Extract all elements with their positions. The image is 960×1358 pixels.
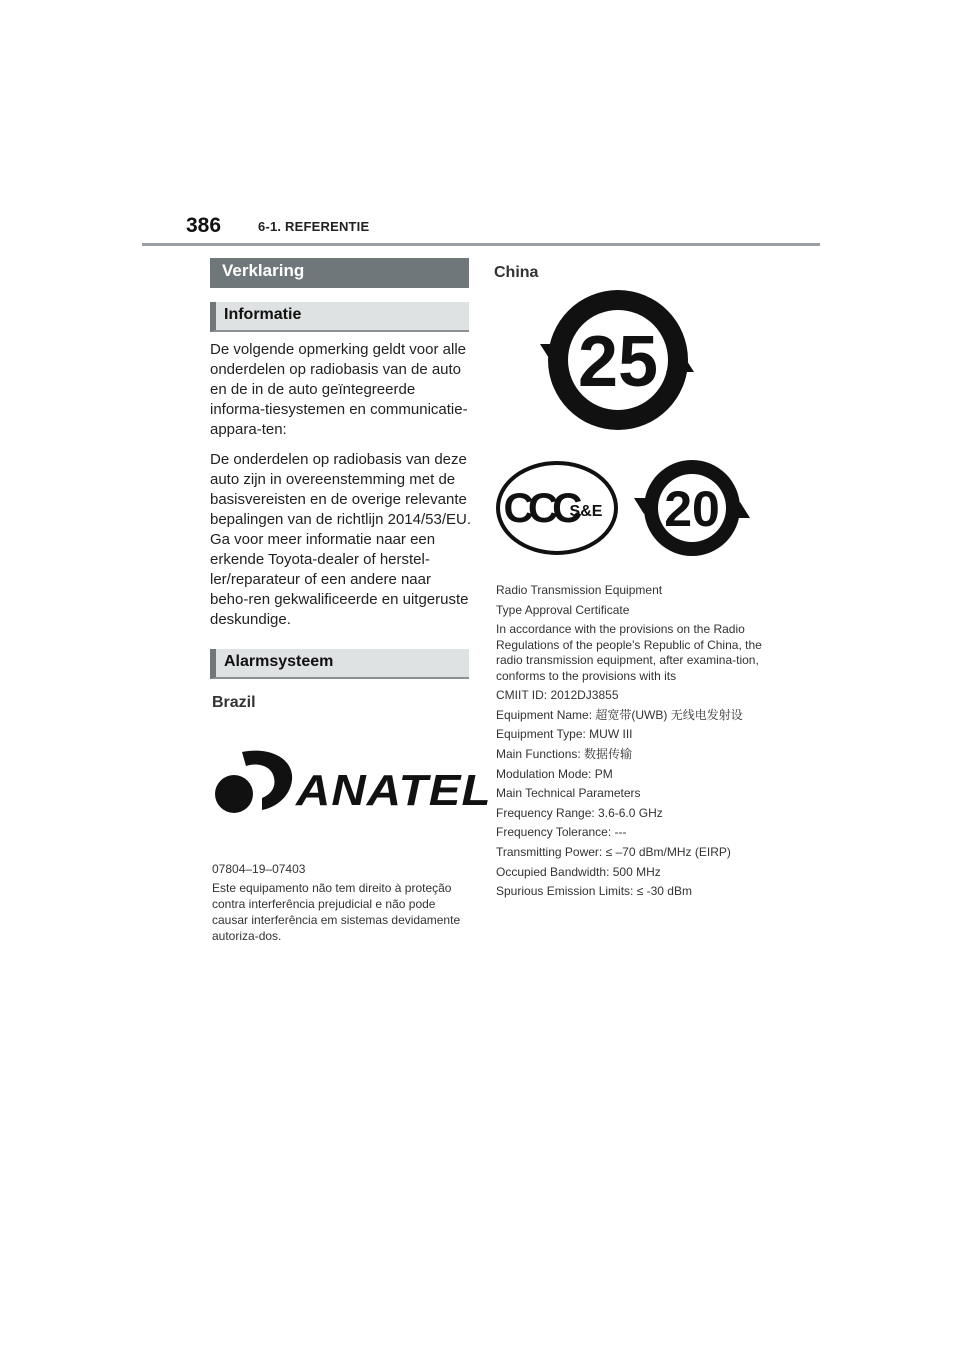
china-line: Type Approval Certificate [496, 602, 630, 617]
efup-20-icon [634, 458, 750, 558]
china-line: Frequency Tolerance: --- [496, 825, 627, 840]
china-title: China [494, 264, 539, 281]
china-line: Equipment Name: 超宽带(UWB) 无线电发射设 [496, 707, 743, 722]
page-number: 386 [186, 214, 222, 237]
alarm-heading: Alarmsysteem [210, 649, 469, 679]
informatie-body [210, 340, 472, 640]
china-line: CMIIT ID: 2012DJ3855 [496, 688, 619, 703]
ccc-se-icon [496, 460, 618, 556]
china-line: Main Functions: 数据传输 [496, 746, 633, 761]
se-text: S&E [569, 503, 603, 520]
brazil-code: 07804–19–07403 [212, 862, 306, 876]
china-paragraph: In accordance with the provisions on the Radio Regulations of the people's Republic of China, the radio transmission equipment, after examina-tion, conforms to the provisions with its [496, 622, 762, 683]
china-line: Radio Transmission Equipment [496, 583, 663, 597]
section-label: 6-1. REFERENTIE [258, 219, 370, 234]
header-divider [142, 243, 820, 246]
efup-25-icon [538, 286, 698, 434]
anatel-logo-icon [212, 746, 296, 816]
china-line: Transmitting Power: ≤ –70 dBm/MHz (EIRP) [496, 844, 731, 859]
brazil-note: Este equipamento não tem direito à proteção contra interferência prejudicial e não pode causar interferência em sistemas devidamente autoriza-dos. [212, 881, 461, 943]
efup-25-number: 25 [577, 322, 659, 402]
china-line: Main Technical Parameters [496, 786, 641, 801]
china-certificate-text [496, 581, 776, 902]
china-line: Occupied Bandwidth: 500 MHz [496, 864, 661, 879]
china-line: Modulation Mode: PM [496, 766, 613, 781]
efup-20-number: 20 [664, 481, 720, 537]
china-line: Frequency Range: 3.6-6.0 GHz [496, 805, 663, 820]
informatie-paragraph-1: De volgende opmerking geldt voor alle onderdelen op radiobasis van de auto en de in de auto geïntegreerde informa-tiesystemen en communicatie-appara-ten: [210, 341, 468, 438]
china-line: Spurious Emission Limits: ≤ -30 dBm [496, 884, 692, 899]
informatie-paragraph-2: De onderdelen op radiobasis van deze auto zijn in overeenstemming met de basisvereisten en de overige relevante bepalingen van de richtlijn 2014/53/EU. Ga voor meer informatie naar een erkende Toyota-dealer of herstel-ler/reparateur of een andere naar beho-ren gekwalificeerde en uitgeruste deskundige. [210, 451, 472, 628]
section-title: Verklaring [210, 258, 469, 288]
china-line: Equipment Type: MUW III [496, 727, 633, 742]
informatie-heading: Informatie [210, 302, 469, 332]
ccc-text: CCC [503, 484, 577, 531]
anatel-logo-text: ANATEL [296, 766, 492, 815]
brazil-title: Brazil [212, 694, 256, 711]
